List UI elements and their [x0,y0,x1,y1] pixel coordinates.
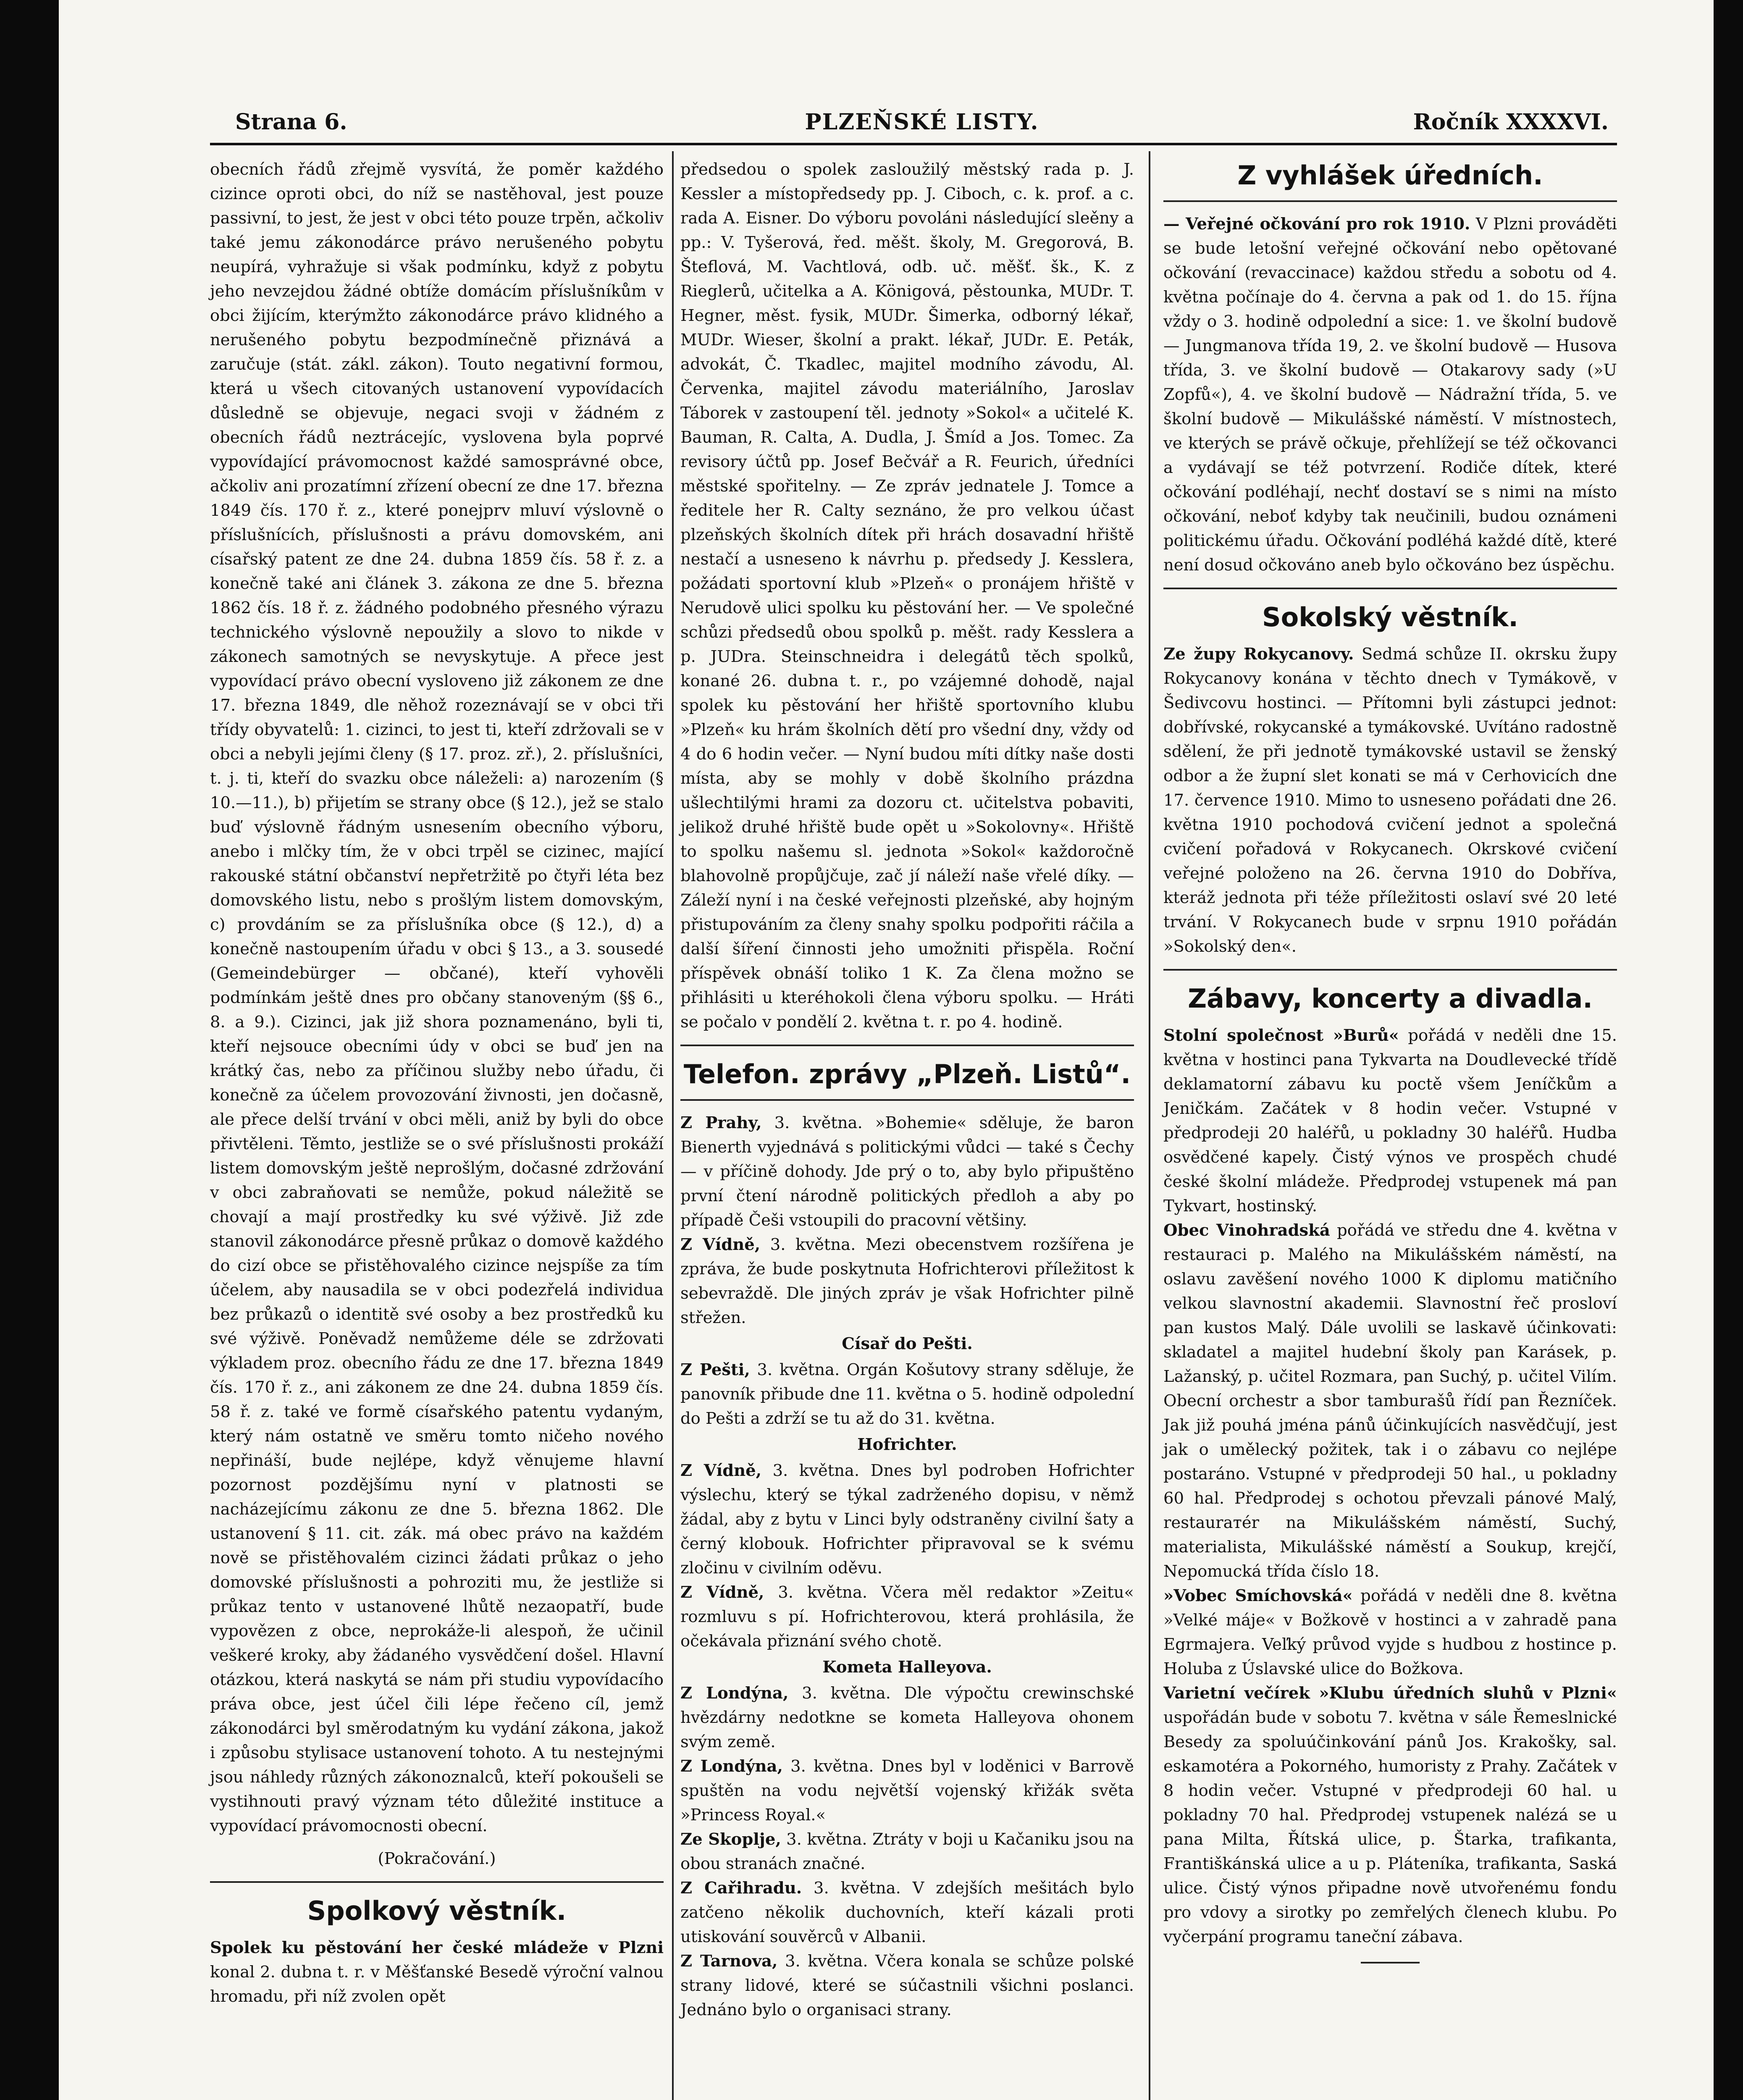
item-text: pořádá ve středu dne 4. května v restauraci p. Malého na Mikulášském náměstí, na oslavu zavěšení nového 1000 K diplomu matičního velkou slavnostní akademii. Slavnostní řeč prosloví pan kustos Malý. Dále uvolili se laskavě účinkovati: skladatel a majitel hudební školy pan Karásek, p. Lažanský, p. učitel Rozmara, pan Suchý, p. učitel Vilím. Obecní orchestr a sbor tamburašů řídí pan Řezníček. Jak již pouhá jména pánů účinkujících nasvědčují, jest jak o umělecký požitek, tak i o zábavu co nejlépe postaráno. Vstupné v předprodeji 50 hal., u pokladny 60 hal. Předprodej s ochotou převzali pánové Malý, restaurатér na Mikulášském náměstí, Suchý, materialista, Mikulášské náměstí a Soukup, krejčí, Nepomucká třída číslo 18. [1163,1221,1617,1581]
section-title-spolkovy: Spolkový věstník. [307,1895,567,1926]
news-item [680,1358,1134,1431]
subheading: Hofrichter. [857,1435,957,1454]
news-item [1163,1024,1617,1218]
item-text: 3. května. Dnes byl v loděnici v Barrově spuštěn na vodu největší vojenský křižák světa »Princess Royal.« [680,1757,1134,1824]
item-lead: Obec Vinohradská [1163,1221,1330,1240]
news-item [680,1681,1134,1754]
item-text: 3. května. Orgán Košutovy strany sděluje, že panovník přibude dne 11. května o 5. hodině odpolední do Pešti a zdrží se tu až do 31. května. [680,1360,1134,1428]
column-3 [1163,158,1617,1964]
page-number: Strana 6. [235,109,347,135]
subheading: Kometa Halleyova. [822,1658,992,1677]
item-place: Z Vídně, [680,1583,764,1602]
item-text: pořádá v neděli dne 15. května v hostinci pana Tykvarta na Doudlevecké třídě deklamatorní zábavu ku poctě všem Jeníčkům a Jeničkám. Začátek v 8 hodin večer. Vstupné v předprodeji 20 haléřů, u pokladny 30 haléřů. Hudba osvědčené kapely. Čistý výnos ve prospěch chudé české školní mládeže. Předprodej vstupenek má pan Tykvart, hostinský. [1163,1026,1617,1215]
section-title-vyhlasek: Z vyhlášek úředních. [1237,160,1543,191]
news-item [680,1580,1134,1654]
scan-border-left [0,0,59,2100]
item-lead: »Vobec Smíchovská« [1163,1586,1353,1605]
news-item [1163,1681,1617,1949]
news-item [680,1459,1134,1580]
item-lead: Spolek ku pěstování her české mládeže v Plzni [210,1938,664,1957]
subheading: Císař do Pešti. [842,1334,973,1353]
item-place: Z Vídně, [680,1235,761,1254]
item-place: Z Cařihradu. [680,1879,802,1898]
item-text: 3. května. Ztráty v boji u Kačaniku jsou na obou stranách značné. [680,1830,1134,1873]
section-divider [210,1881,664,1883]
masthead: PLZEŇSKÉ LISTY. [805,109,1039,135]
item-text: 3. května. Dnes byl podroben Hofrichter výslechu, který se týkal zadrženého dopisu, v němž žádal, aby z bytu v Linci byly odstraněny civilní šaty a černý klobouk. Hofrichter připravoval se k svému zločinu v civilním oděvu. [680,1461,1134,1578]
news-item [1163,642,1617,959]
item-text: 3. května. Včera konala se schůze polské strany lidové, které se súčastnili všichni poslanci. Jednáno bylo o organisaci strany. [680,1952,1134,2019]
section-divider [1163,969,1617,971]
item-text: 3. května. Včera měl redaktor »Zeitu« rozmluvu s pí. Hofrichterovou, která prohlásila, že očekávala přiznání svého chotě. [680,1583,1134,1651]
column-divider [1149,151,1150,2100]
item-text: uspořádán bude v sobotu 7. května v sále Řemeslnické Besedy za spoluúčinkování pánů Jos. Krakošky, sal. eskamotéra a Pokorného, humoristy z Prahy. Začátek v 8 hodin večer. Vstupné v předprodeji 60 hal. u pokladny 70 hal. Předprodej vstupenek nalézá se u pana Milta, Řítská ulice, p. Štarka, trafikanta, Františkánská ulice a u p. Pláteníka, trafikanta, Saská ulice. Čistý výnos připadne nově utvořenému fondu pro vdovy a sirotky po zemřelých členech klubu. Po vyčerpání programu taneční zábava. [1163,1708,1617,1946]
item-text: 3. května. Mezi obecenstvem rozšířena je zpráva, že bude poskytnuta Hofrichterovi příležitost k sebevraždě. Dle jiných zpráv je však Hofrichter pilně střežen. [680,1235,1134,1327]
item-lead: — Veřejné očkování pro rok 1910. [1163,215,1470,234]
section-divider [1163,588,1617,589]
item-place: Z Londýna, [680,1757,783,1776]
item-place: Z Tarnova, [680,1952,778,1971]
news-item [680,1111,1134,1233]
item-lead: Varietní večírek »Klubu úředních sluhů v Plzni« [1163,1684,1617,1703]
item-place: Z Vídně, [680,1461,762,1480]
item-text: pořádá v neděli dne 8. května »Velké máje« v Božkově v hostinci a v zahradě pana Egrmajera. Veľký průvod vyjde s hudbou z hostince p. Holuba z Úslavské ulice do Božkova. [1163,1586,1617,1678]
section-divider [680,1045,1134,1046]
news-item [680,1233,1134,1330]
item-text: 3. května. »Bohemie« sděluje, že baron Bienerth vyjednává s politickými vůdci — také s Čechy — v příčině dohody. Jde prý o to, aby bylo připuštěno první čtení národně politických předloh a aby po případě Češi vstoupili do pracovní většiny. [680,1113,1134,1230]
column-1 [210,158,664,2009]
news-item [210,1936,664,2009]
section-divider [680,1099,1134,1101]
item-text: 3. května. V zdejších mešitách bylo zatčeno několik duchovních, kteří kázali proti utiskování souvěrců v Albanii. [680,1879,1134,1946]
item-text: 3. května. Dle výpočtu crewinschské hvězdárny nedotkne se kometa Halleyova ohonem svým země. [680,1684,1134,1751]
item-lead: Ze župy Rokycanovy. [1163,645,1354,664]
news-item [1163,212,1617,578]
article-paragraph: obecních řádů zřejmě vysvítá, že poměr každého cizince oproti obci, do níž se nastěhoval, jest pouze passivní, to jest, že jest v obci této pouze trpěn, ačkoliv také jemu zákonodárce právo nerušeného pobytu neupírá, vyhražuje si však podmínku, když z pobytu jeho nevzejdou žádné obtíže domácím příslušníkům v obci žijícím, kterýmžto zákonodárce právo klidného a nerušeného pobytu bezpodmínečně přiznává a zaručuje (stát. zákl. zákon). Touto negativní formou, která u všech citovaných ustanovení vypovídacích důsledně se objevuje, negaci svoji v žádném z obecních řádů neztrácejíc, vyslovena byla poprvé vypovídající právomocnost každé samosprávné obce, ačkoliv ani prozatímní zřízení obecní ze dne 17. března 1849 čís. 170 ř. z., které ponejprv mluví výslovně o příslušnících, příslušnosti a právu domovském, ani císařský patent ze dne 24. dubna 1859 čís. 58 ř. z. a konečně také ani článek 3. zákona ze dne 5. března 1862 čís. 18 ř. z. žádného podobného přesného výrazu technického výslovně nepoužily a slovo to nikde v zákonech samotných se nevyskytuje. A přece jest vypovídací právo obecní vysloveno již zákonem ze dne 17. března 1849, dle něhož rozeznávají se v obci tři třídy obyvatelů: 1. cizinci, to jest ti, kteří zdržovali se v obci a nebyli jejími členy (§ 17. proz. zř.), 2. příslušníci, t. j. ti, kteří do svazku obce náleželi: a) narozením (§ 10.—11.), b) přijetím se strany obce (§ 12.), jež se stalo buď výslovně řádným usnesením obecního výboru, anebo i mlčky tím, že v obci trpěl se cizinec, mající rakouské státní občanství nepřetržitě po čtyři léta bez domovského listu, nebo s prošlým listem domovským, c) provdáním se za příslušníka obce (§ 12.), d) a konečně nastoupením úřadu v obci § 13., a 3. sousedé (Gemeindebürger — občané), kteří vyhověli podmínkám ještě dnes pro občany stanoveným (§§ 6., 8. a 9.). Cizinci, jak již shora poznamenáno, byli ti, kteří nejsouce obecními údy v obci se buď jen na krátký čas, nebo za příčinou služby nebo úřadu, či konečně za účelem provozování živnosti, jen dočasně, ale přece delší trvání v obci měli, aniž by byli do obce přivtěleni. Těmto, jestliže se o své příslušnosti prokáží listem domovským ještě neprošlým, dočasné zdržování v obci zabraňovati se nemůže, pokud náležitě se chovají a mají prostředky ku své výživě. Již zde stanovil zákonodárce přesně průkaz o domově každého do cizí obce se přistěhovalého cizince nejspíše za tím účelem, aby nausadila se v obci podezřelá individua bez průkazů o identitě své osoby a bez prostředků ku své výživě. Poněvadž nemůžeme déle se zdržovati výkladem proz. obecního řádu ze dne 17. března 1849 čís. 170 ř. z., ani zákonem ze dne 24. dubna 1859 čís. 58 ř. z. také ve formě císařského patentu vydaným, který nám ostatně ve směru tomto ničeho nového nepřináší, bude nejlépe, když věnujeme hlavní pozornost pozdějšímu nyní v platnosti se nacházejícímu zákonu ze dne 5. března 1862. Dle ustanovení § 11. cit. zák. má obec právo na každém nově se přistěhovalém cizinci žádati průkaz o jeho domovské příslušnosti a pohroziti mu, že jestliže si průkaz tento v ustanovené lhůtě nezaopatří, bude vypovězen z obce, neprokáže-li alespoň, že učinil veškeré kroky, aby žádaného vysvědčení došel. Hlavní otázkou, která naskytá se nám při studiu vypovídacího práva obce, jest účel čili lépe řečeno cíl, jemž zákonodárci byl směrodatným ku vydání zákona, jakož i způsobu stylisace ustanovení tohoto. A tu nestejnými jsou náhledy různých zákonoznalců, kteří pokoušeli se vystihnouti pravý význam této důležité instituce a vypovídací právomocnosti obecní. [210,160,664,1835]
news-item [680,1754,1134,1827]
end-rule [1361,1962,1420,1964]
page-header [235,105,1609,145]
item-text: V Plzni prováděti se bude letošní veřejné očkování nebo opětované očkování (revaccinace) každou středu a sobotu od 4. května počínaje do 4. června a pak od 1. do 15. října vždy o 3. hodině odpolední a sice: 1. ve školní budově — Jungmanova třída 19, 2. ve školní budově — Husova třída, 3. ve školní budově — Otakarovy sady (»U Zopfů«), 4. ve školní budově — Nádražní třída, 5. ve školní budově — Mikulášské náměstí. V místnostech, ve kterých se právě očkuje, přehlížejí se též očkovanci a vydávají se též potvrzení. Rodiče dítek, které očkování podléhají, nechť dostaví se s nimi na místo očkování, neboť kdyby tak neučinili, budou oznámeni politickému úřadu. Očkování podléhá každé dítě, které není dosud očkováno aneb bylo očkováno bez úspěchu. [1163,215,1617,575]
item-lead: Stolní společnost »Burů« [1163,1026,1399,1045]
section-title-zabavy: Zábavy, koncerty a divadla. [1188,983,1593,1014]
item-place: Z Pešti, [680,1360,750,1379]
scan-border-right [1714,0,1743,2100]
volume-label: Ročník XXXXVI. [1413,109,1609,135]
article-paragraph: předsedou o spolek zasloužilý městský rada p. J. Kessler a místopředsedy pp. J. Ciboch, c. k. prof. a c. rada A. Eisner. Do výboru povoláni následující sleěny a pp.: V. Tyšerová, řed. měšt. školy, M. Gregorová, B. Šteflová, M. Vachtlová, odb. uč. měšť. šk., K. z Rieglerů, učitelka a A. Königová, pěstounka, MUDr. T. Hegner, měst. fysik, MUDr. Šimerka, odborný lékař, MUDr. Wieser, školní a prakt. lékař, JUDr. E. Peták, advokát, Č. Tkadlec, majitel modního závodu, Al. Červenka, majitel závodu materiálního, Jaroslav Táborek v zastoupení těl. jednoty »Sokol« a učitelé K. Bauman, R. Calta, A. Dudla, J. Šmíd a Jos. Tomec. Za revisory účtů pp. Josef Bečvář a R. Feurich, úředníci městské spořitelny. — Ze zpráv jednatele J. Tomce a ředitele her R. Calty seznáno, že pro velkou účast plzeňských školních dítek při hrách dosavadní hřiště nestačí a usneseno k návrhu p. předsedy J. Kesslera, požádati sportovní klub »Plzeň« o pronájem hřiště v Nerudově ulici spolku ku pěstování her. — Ve společné schůzi předsedů obou spolků p. měšt. rady Kesslera a p. JUDra. Steinschneidra i delegátů těch spolků, konané 26. dubna t. r., po vzájemné dohodě, najal spolek ku pěstování her hřiště sportovního klubu »Plzeň« ku hrám školních dětí pro všední dny, vždy od 4 do 6 hodin večer. — Nyní budou míti dítky naše dosti místa, aby se mohly v době školního prázdna ušlechtilými hrami za dozoru ct. učitelstva pobaviti, jelikož druhé hřiště bude opět u »Sokolovny«. Hřiště to spolku našemu sl. jednota »Sokol« každoročně blahovolně propůjčuje, zač jí náleží naše vřelé díky. — Záleží nyní i na české veřejnosti plzeňské, aby hojným přistupováním za členy snahy spolku podpořiti ráčila a další šíření činnosti jeho umožniti přispěla. Roční příspěvek obnáší toliko 1 K. Za člena možno se přihlásiti u kteréhokoli člena výboru spolku. — Hráti se počalo v pondělí 2. května t. r. po 4. hodině. [680,160,1134,1032]
news-item [680,1827,1134,1876]
section-title-telefon: Telefon. zprávy „Plzeň. Listů“. [683,1059,1131,1089]
news-item [680,1876,1134,1949]
section-title-sokol: Sokolský věstník. [1262,602,1518,633]
column-2 [680,158,1134,2022]
continued-note: (Pokračování.) [378,1849,496,1868]
column-divider [672,151,674,2100]
news-item [1163,1584,1617,1681]
news-item [1163,1218,1617,1584]
item-text: konal 2. dubna t. r. v Měšťanské Besedě výroční valnou hromadu, při níž zvolen opět [210,1963,664,2006]
news-item [680,1949,1134,2022]
section-divider [1163,200,1617,202]
item-place: Z Londýna, [680,1684,789,1703]
item-place: Z Prahy, [680,1113,762,1132]
item-place: Ze Skoplje, [680,1830,781,1849]
header-rule [210,143,1617,145]
item-text: Sedmá schůze II. okrsku župy Rokycanovy konána v těchto dnech v Tymákově, v Šedivcovu hostinci. — Přítomni byli zástupci jednot: dobřívské, rokycanské a tymákovské. Uvítáno radostně sdělení, že při jednotě tymákovské ustavil se ženský odbor a že župní slet konati se má v Cerhovicích dne 17. července 1910. Mimo to usneseno pořádati dne 26. května 1910 pochodová cvičení jednot a společná cvičení pořadová v Rokycanech. Okrskové cvičení veřejné položeno na 26. června 1910 do Dobřívа, kteráž jednota při téže příležitosti oslaví své 20 leté trvání. V Rokycanech bude v srpnu 1910 pořádán »Sokolský den«. [1163,645,1617,956]
